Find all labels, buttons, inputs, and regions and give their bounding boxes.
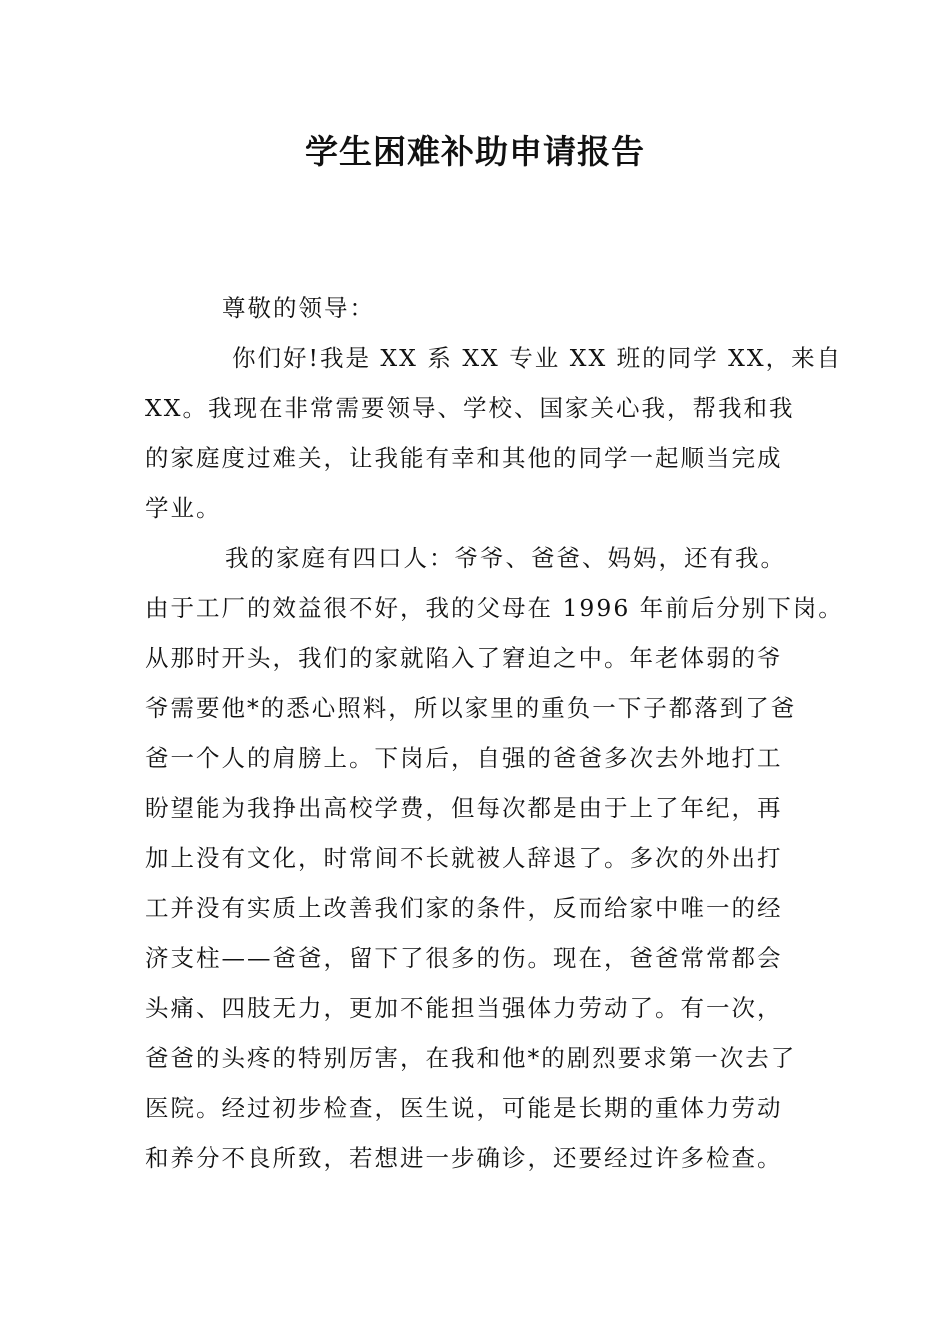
paragraph-2-line-5: 爸一个人的肩膀上。下岗后，自强的爸爸多次去外地打工: [145, 744, 783, 772]
paragraph-2-line-6: 盼望能为我挣出高校学费，但每次都是由于上了年纪，再: [145, 794, 783, 822]
paragraph-2-line-1: 我的家庭有四口人：爷爷、爸爸、妈妈，还有我。: [225, 544, 786, 572]
paragraph-2-line-2: 由于工厂的效益很不好，我的父母在 1996 年前后分别下岗。: [145, 594, 844, 622]
document-title: 学生困难补助申请报告: [305, 132, 645, 171]
paragraph-1-line-1: 你们好!我是 XX 系 XX 专业 XX 班的同学 XX，来自: [232, 344, 843, 372]
paragraph-2-line-4: 爷需要他*的悉心照料，所以家里的重负一下子都落到了爸: [145, 694, 797, 722]
paragraph-2-line-7: 加上没有文化，时常间不长就被人辞退了。多次的外出打: [145, 844, 783, 872]
paragraph-2-line-10: 头痛、四肢无力，更加不能担当强体力劳动了。有一次，: [145, 994, 783, 1022]
salutation: 尊敬的领导：: [222, 294, 375, 322]
paragraph-2-line-13: 和养分不良所致，若想进一步确诊，还要经过许多检查。: [145, 1144, 783, 1172]
paragraph-2-line-12: 医院。经过初步检查，医生说，可能是长期的重体力劳动: [145, 1094, 783, 1122]
paragraph-2-line-3: 从那时开头，我们的家就陷入了窘迫之中。年老体弱的爷: [145, 644, 783, 672]
paragraph-1-line-2: XX。我现在非常需要领导、学校、国家关心我，帮我和我: [145, 394, 795, 422]
paragraph-1-line-4: 学业。: [145, 494, 222, 522]
paragraph-2-line-9: 济支柱——爸爸，留下了很多的伤。现在，爸爸常常都会: [145, 944, 783, 972]
document-body: [145, 283, 845, 1183]
paragraph-2-line-11: 爸爸的头疼的特别厉害，在我和他*的剧烈要求第一次去了: [145, 1044, 797, 1072]
paragraph-1-line-3: 的家庭度过难关，让我能有幸和其他的同学一起顺当完成: [145, 444, 783, 472]
paragraph-2-line-8: 工并没有实质上改善我们家的条件，反而给家中唯一的经: [145, 894, 783, 922]
